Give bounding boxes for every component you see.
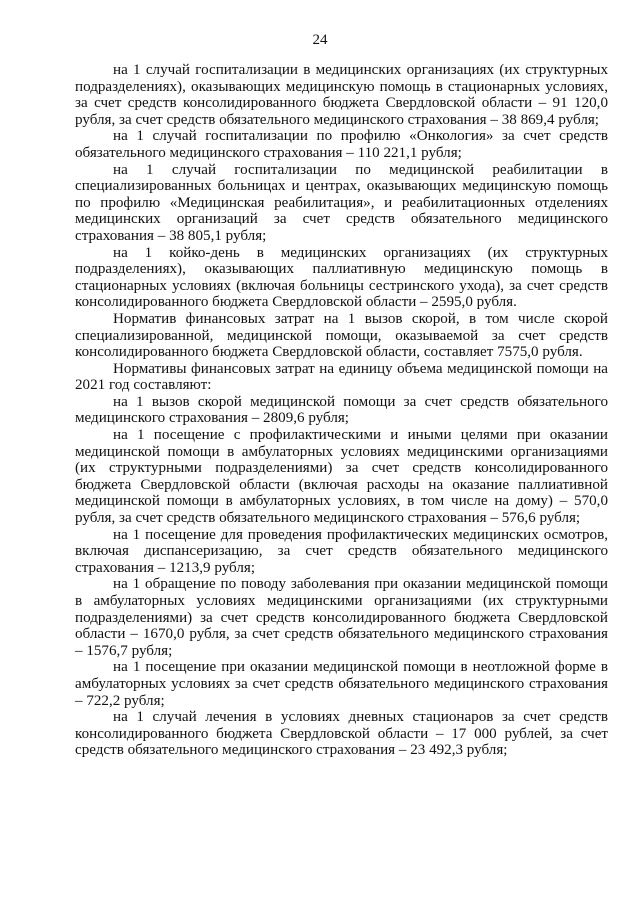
paragraph: на 1 посещение для проведения профилактических медицинских осмотров, включая диспансеризацию, за счет средств обязательного медицинского страхования – 1213,9 рубля; [75, 526, 608, 576]
paragraph: на 1 случай госпитализации по профилю «Онкология» за счет средств обязательного медицинского страхования – 110 221,1 рубля; [75, 128, 608, 161]
paragraph: на 1 случай госпитализации в медицинских организациях (их структурных подразделениях), оказывающих медицинскую помощь в стационарных условиях, за счет средств консолидированного бюджета Свердловской области – 91 120,0 рубля, за счет средств обязательного медицинского страхования – 38 869,4 рубля; [75, 62, 608, 128]
paragraph: Нормативы финансовых затрат на единицу объема медицинской помощи на 2021 год составляют: [75, 360, 608, 394]
paragraph: на 1 обращение по поводу заболевания при оказании медицинской помощи в амбулаторных условиях медицинскими организациями (их структурными подразделениями) за счет средств консолидированного бюджета Свердловской области – 1670,0 рубля, за счет средств обязательного медицинского страхования – 1576,7 рубля; [75, 576, 608, 659]
paragraph: на 1 койко-день в медицинских организациях (их структурных подразделениях), оказывающих паллиативную медицинскую помощь в стационарных условиях (включая больницы сестринского ухода), за счет средств консолидированного бюджета Свердловской области – 2595,0 рубля. [75, 244, 608, 311]
paragraph: на 1 посещение при оказании медицинской помощи в неотложной форме в амбулаторных условиях за счет средств обязательного медицинского страхования – 722,2 рубля; [75, 659, 608, 709]
document-body [75, 62, 608, 759]
paragraph: Норматив финансовых затрат на 1 вызов скорой, в том числе скорой специализированной, медицинской помощи, оказываемой за счет средств консолидированного бюджета Свердловской области, составляет 7575,0 рубля. [75, 310, 608, 361]
paragraph: на 1 посещение с профилактическими и иными целями при оказании медицинской помощи в амбулаторных условиях медицинскими организациями (их структурными подразделениями) за счет средств консолидированного бюджета Свердловской области (включая расходы на оказание паллиативной медицинской помощи в амбулаторных условиях, в том числе на дому) – 570,0 рубля, за счет средств обязательного медицинского страхования – 576,6 рубля; [75, 427, 608, 527]
paragraph: на 1 случай лечения в условиях дневных стационаров за счет средств консолидированного бюджета Свердловской области – 17 000 рублей, за счет средств обязательного медицинского страхования – 23 492,3 рубля; [75, 709, 608, 759]
paragraph: на 1 случай госпитализации по медицинской реабилитации в специализированных больницах и центрах, оказывающих медицинскую помощь по профилю «Медицинская реабилитация», и реабилитационных отделениях медицинских организаций за счет средств обязательного медицинского страхования – 38 805,1 рубля; [75, 161, 608, 244]
paragraph: на 1 вызов скорой медицинской помощи за счет средств обязательного медицинского страхования – 2809,6 рубля; [75, 393, 608, 427]
page-number: 24 [312, 32, 328, 48]
